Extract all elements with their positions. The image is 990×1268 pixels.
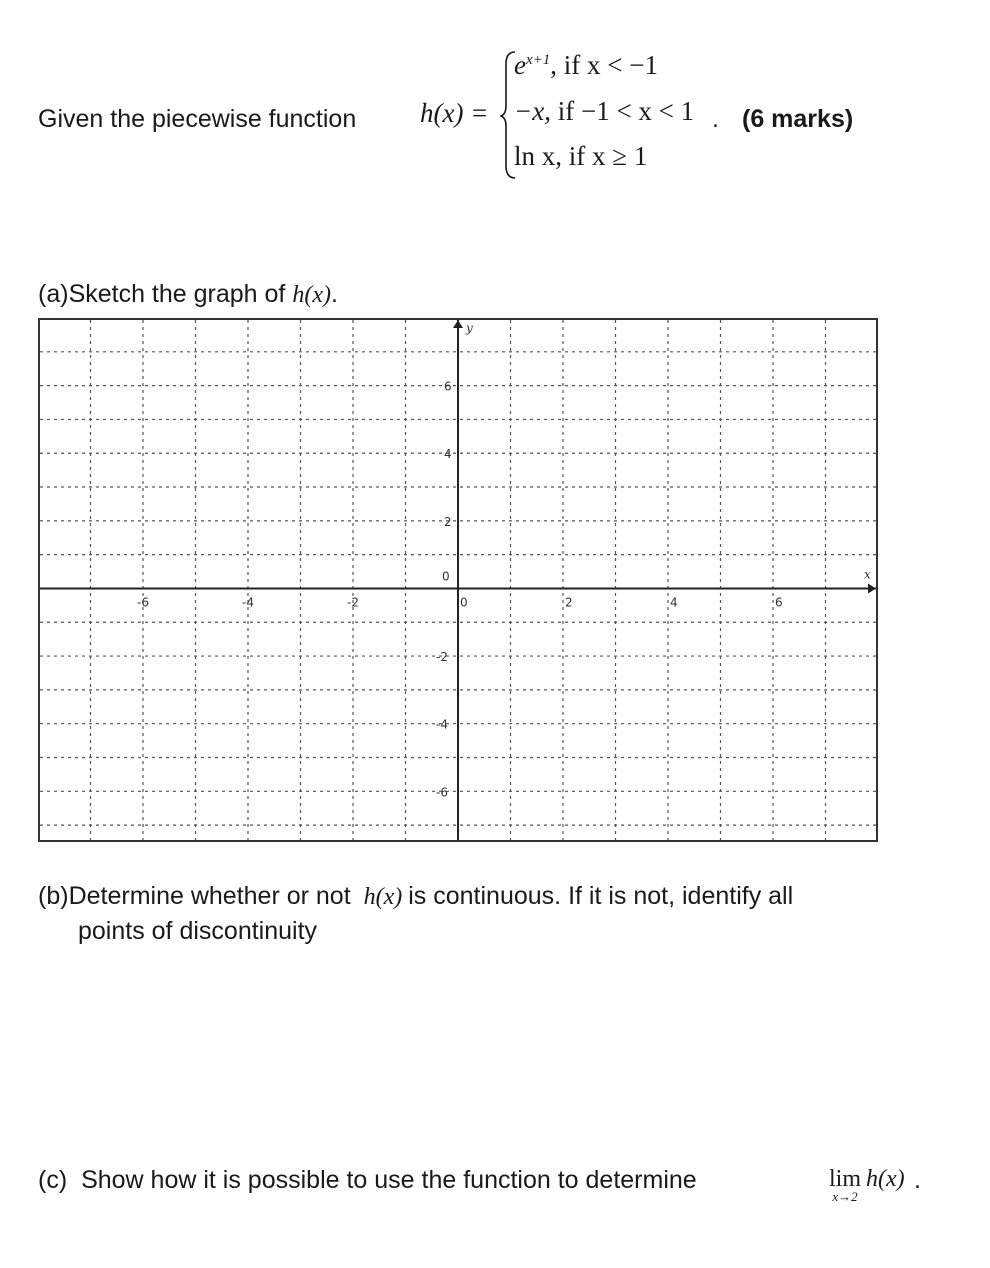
part-c-period: .	[914, 1166, 921, 1194]
y-tick-label: 6	[444, 379, 452, 394]
part-a-text: Sketch the graph of	[68, 280, 286, 308]
limit-operator	[828, 1166, 862, 1205]
y-tick-label: -2	[436, 650, 448, 665]
statement-period: .	[712, 105, 719, 133]
piece-1-exponent: x+1	[525, 52, 551, 68]
part-a-label: (a)	[38, 280, 69, 308]
part-b-label: (b)	[38, 882, 69, 910]
part-b-text2: is continuous. If it is not, identify all	[408, 882, 794, 910]
x-tick-label: -6	[137, 595, 149, 610]
piece-1-base: e	[514, 50, 526, 80]
piece-3	[514, 141, 647, 172]
x-tick-label: 6	[775, 595, 783, 610]
y-tick-label: -6	[436, 785, 448, 800]
problem-intro: Given the piecewise function	[38, 105, 357, 133]
limit-lim: lim	[828, 1166, 861, 1192]
part-c-text: Show how it is possible to use the function to determine	[81, 1166, 697, 1194]
piece-2-expr: −x,	[514, 96, 551, 126]
piece-3-expr: ln x,	[514, 141, 563, 171]
y-tick-label: 2	[444, 514, 452, 529]
marks-label: (6 marks)	[742, 105, 854, 133]
piece-2	[514, 96, 694, 127]
part-a-period: .	[330, 280, 338, 308]
part-b-line2: points of discontinuity	[78, 917, 318, 945]
x-tick-label: 0	[460, 595, 468, 610]
part-b-line1	[38, 882, 793, 911]
x-tick-label: -4	[242, 595, 254, 610]
piece-3-condition: if x ≥ 1	[568, 141, 648, 171]
x-tick-label: 2	[565, 595, 573, 610]
coordinate-grid	[38, 318, 878, 842]
x-tick-label: 4	[670, 595, 678, 610]
y-axis-label: y	[466, 321, 473, 335]
part-c-function: h(x)	[866, 1166, 905, 1192]
part-a	[38, 280, 338, 309]
piece-1-condition: , if x < −1	[550, 50, 658, 80]
piece-2-condition: if −1 < x < 1	[557, 96, 695, 126]
x-tick-label: -2	[347, 595, 359, 610]
y-tick-label: -4	[436, 717, 448, 732]
part-c	[38, 1166, 697, 1195]
piece-1	[514, 50, 658, 81]
limit-subscript: x→2	[832, 1189, 858, 1204]
part-a-function: h(x)	[292, 282, 331, 308]
part-c-label: (c)	[38, 1166, 68, 1194]
y-tick-label: 4	[444, 447, 452, 462]
y-axis-arrow	[453, 320, 463, 328]
x-axis-label: x	[864, 567, 871, 582]
x-axis-arrow	[868, 583, 876, 593]
function-name: h(x) =	[420, 98, 489, 128]
part-b-function: h(x)	[363, 884, 403, 910]
part-b-text1: Determine whether or not	[68, 882, 351, 910]
origin-label: 0	[442, 569, 450, 584]
